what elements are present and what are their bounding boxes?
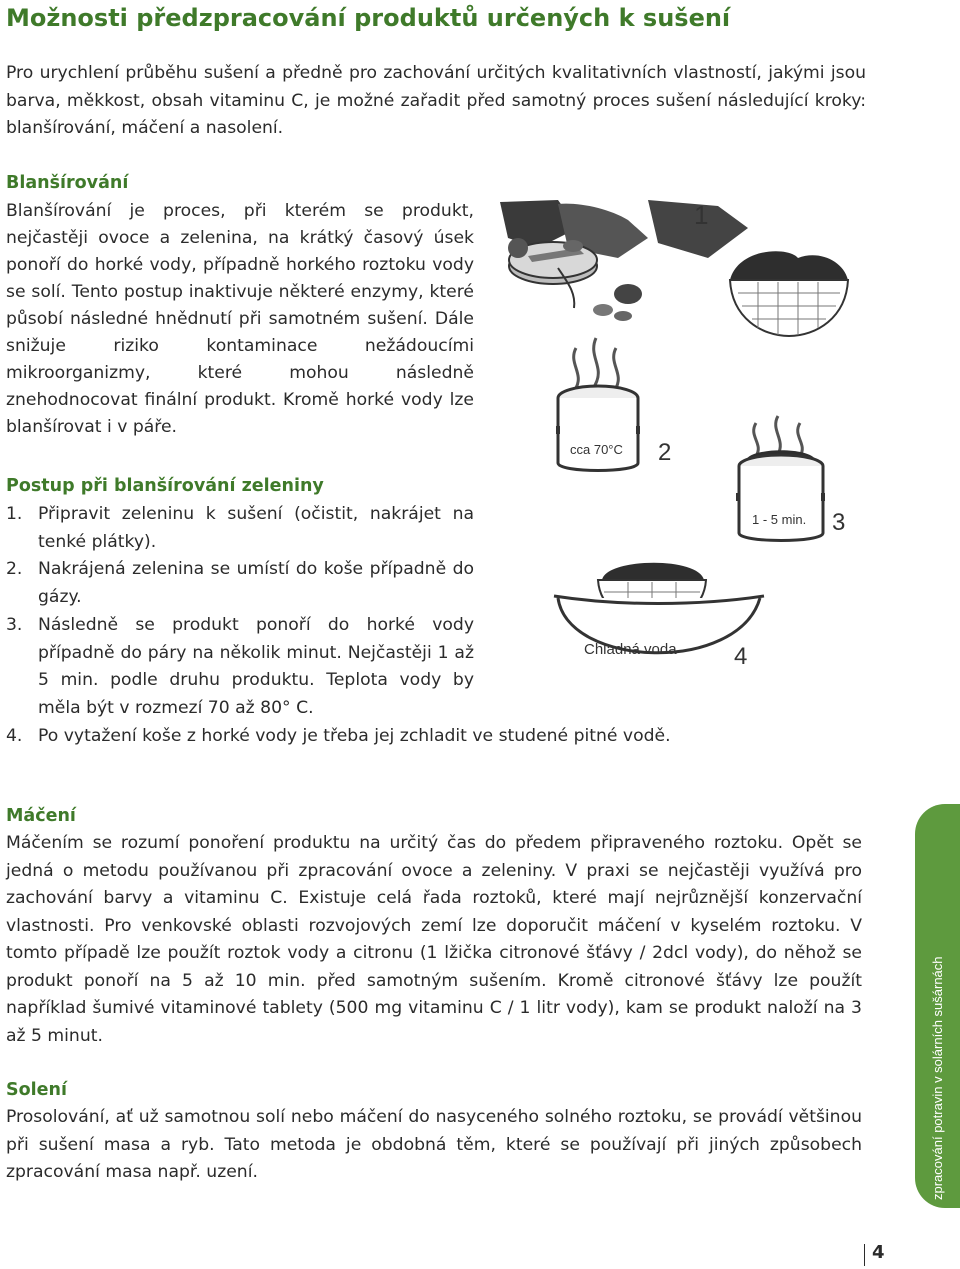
side-tab-label: zpracování potravin v solárních sušárnách <box>930 956 945 1200</box>
soaking-heading: Máčení <box>6 806 76 826</box>
procedure-steps <box>6 501 758 750</box>
basket-1-image <box>730 251 848 336</box>
hot-water-pot <box>556 386 640 471</box>
cold-water-label: Chladná voda <box>584 641 677 658</box>
procedure-heading: Postup při blanšírování zeleniny <box>6 476 324 496</box>
salting-paragraph: Prosolování, ať už samotnou solí nebo máčení do nasyceného solného roztoku, se provádí většinou při sušení masa a ryb. Tato metoda je obdobná těm, které se používají při jiných způsobech zpracování masa např. uzení. <box>6 1107 862 1182</box>
blanching-heading: Blanšírování <box>6 173 129 193</box>
soaking-paragraph: Máčením se rozumí ponoření produktu na určitý čas do předem připraveného roztoku. Opět se jedná o metodu používanou při zpracování ovoce a zeleniny. V praxi se nejčastěji využívá pro zachování barvy a vitaminu C. Existuje celá řada roztoků, které mají nejrůznější konzervační vlastnosti. Pro venkovské oblasti rozvojových zemí lze doporučit máčení v kyselém roztoku. V tomto případě lze použít roztok vody a citronu (1 lžička citronové šťávy / 2dcl vody), do něhož se produkt ponoří na 5 až 10 min. před samotným sušením. Kromě citronové šťávy lze použít například šumivé vitaminové tablety (500 mg vitaminu C / 1 litr vody), kam se produkt naloží na 3 až 5 minut. <box>6 833 862 1046</box>
procedure-step: 2. Nakrájená zelenina se umístí do koše případně do gázy. <box>6 559 474 608</box>
procedure-step: 4. Po vytažení koše z horké vody je třeba jej zchladit ve studené pitné vodě. <box>6 725 671 746</box>
procedure-step: 3. Následně se produkt ponoří do horké vody případně do páry na několik minut. Nejčastěji 1 až 5 min. podle druhu produktu. Teplota vody by měla být v rozmezí 70 až 80° C. <box>6 614 474 718</box>
time-label: 1 - 5 min. <box>752 512 807 527</box>
step-number-4: 4 <box>734 643 748 670</box>
page-title: Možnosti předzpracování produktů určených k sušení <box>6 4 731 32</box>
intro-paragraph: Pro urychlení průběhu sušení a předně pro zachování určitých kvalitativních vlastností, jakými jsou barva, měkkost, obsah vitaminu C, je možné zařadit před samotný proces sušení následující kroky: blanšírování, máčení a nasolení. <box>6 63 866 138</box>
step-number-1: 1 <box>694 200 709 230</box>
procedure-step: 1. Připravit zeleninu k sušení (očistit, nakrájet na tenké plátky). <box>6 504 474 552</box>
page-number-divider <box>864 1244 865 1266</box>
cutting-hands-image <box>500 200 748 321</box>
step-number-3: 3 <box>832 509 846 536</box>
blanching-paragraph: Blanšírování je proces, při kterém se produkt, nejčastěji ovoce a zelenina, na krátký časový úsek ponoří do horké vody, případně horkého roztoku vody se solí. Tento postup inaktivuje některé enzymy, které působí následné hnědnutí při samotném sušení. Dále snižuje riziko kontaminace nežádoucími mikroorganizmy, které mohou následně znehodnocovat finální produkt. Kromě horké vody lze blanšírovat i v páře. <box>6 201 474 437</box>
step-number-2: 2 <box>658 439 672 466</box>
salting-heading: Solení <box>6 1080 67 1100</box>
page-number: 4 <box>872 1242 885 1263</box>
pot-temperature-label: cca 70°C <box>570 442 623 457</box>
